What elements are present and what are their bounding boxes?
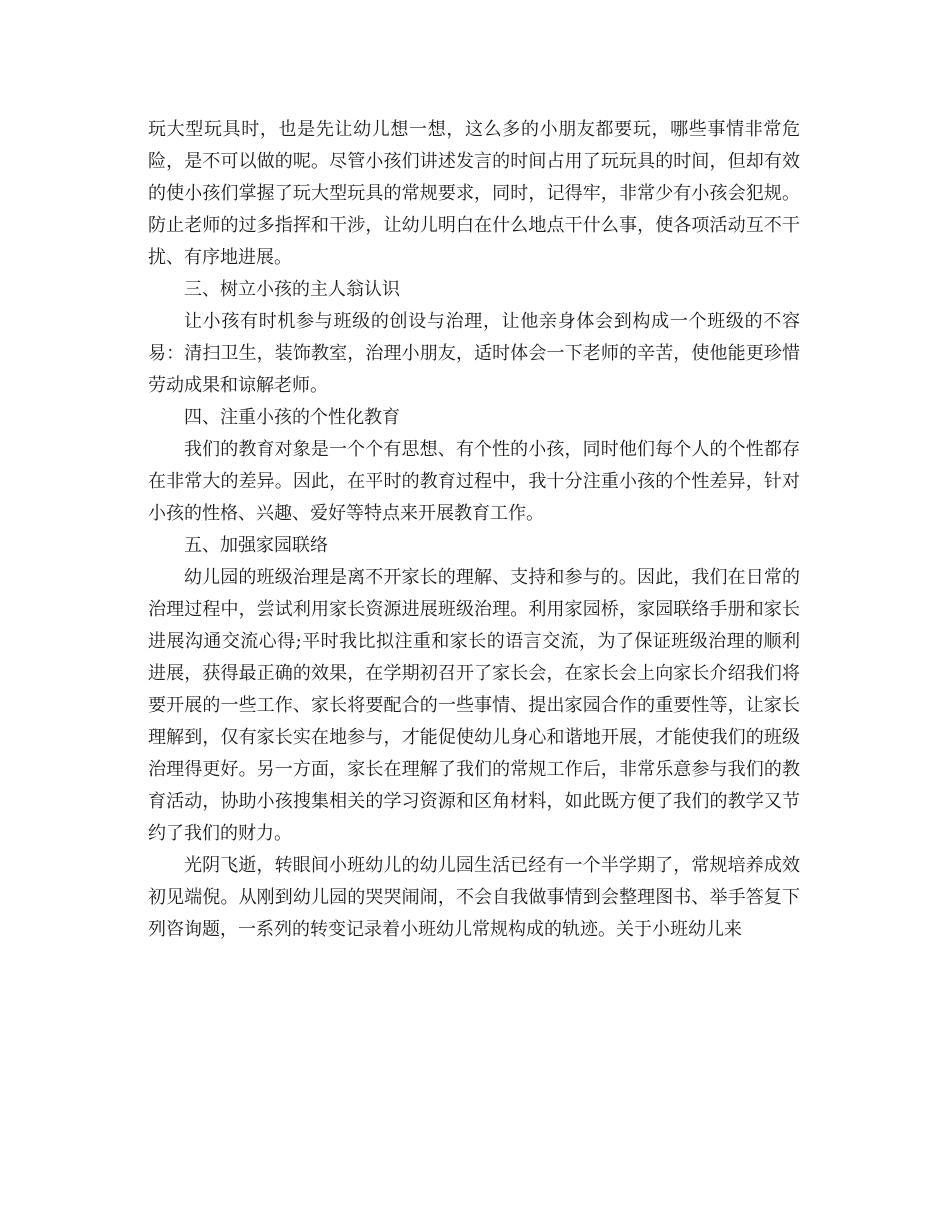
paragraph: 幼儿园的班级治理是离不开家长的理解、支持和参与的。因此，我们在日常的治理过程中，尝试利用家长资源进展班级治理。利用家园桥，家园联络手册和家长进展沟通交流心得;平时我比拟注重和家长的语言交流，为了保证班级治理的顺利进展，获得最正确的效果，在学期初召开了家长会，在家长会上向家长介绍我们将要开展的一些工作、家长将要配合的一些事情、提出家园合作的重要性等，让家长理解到，仅有家长实在地参与，才能促使幼儿身心和谐地开展，才能使我们的班级治理得更好。另一方面，家长在理解了我们的常规工作后，非常乐意参与我们的教育活动，协助小孩搜集相关的学习资源和区角材料，如此既方便了我们的教学又节约了我们的财力。 [148, 567, 800, 844]
section-heading-3: 三、树立小孩的主人翁认识 [184, 279, 400, 300]
section-heading-4: 四、注重小孩的个性化教育 [184, 407, 400, 428]
document-body [148, 114, 800, 946]
paragraph: 光阴飞逝，转眼间小班幼儿的幼儿园生活已经有一个半学期了，常规培养成效初见端倪。从刚到幼儿园的哭哭闹闹，不会自我做事情到会整理图书、举手答复下列咨询题，一系列的转变记录着小班幼儿常规构成的轨迹。关于小班幼儿来 [148, 855, 800, 940]
paragraph: 我们的教育对象是一个个有思想、有个性的小孩，同时他们每个人的个性都存在非常大的差异。因此，在平时的教育过程中，我十分注重小孩的个性差异，针对小孩的性格、兴趣、爱好等特点来开展教育工作。 [148, 439, 800, 524]
paragraph-continued: 玩大型玩具时，也是先让幼儿想一想，这么多的小朋友都要玩，哪些事情非常危险，是不可以做的呢。尽管小孩们讲述发言的时间占用了玩玩具的时间，但却有效的使小孩们掌握了玩大型玩具的常规要求，同时，记得牢，非常少有小孩会犯规。防止老师的过多指挥和干涉，让幼儿明白在什么地点干什么事，使各项活动互不干扰、有序地进展。 [148, 119, 800, 268]
section-heading-5: 五、加强家园联络 [184, 535, 328, 556]
paragraph: 让小孩有时机参与班级的创设与治理，让他亲身体会到构成一个班级的不容易：清扫卫生，装饰教室，治理小朋友，适时体会一下老师的辛苦，使他能更珍惜劳动成果和谅解老师。 [148, 311, 800, 396]
